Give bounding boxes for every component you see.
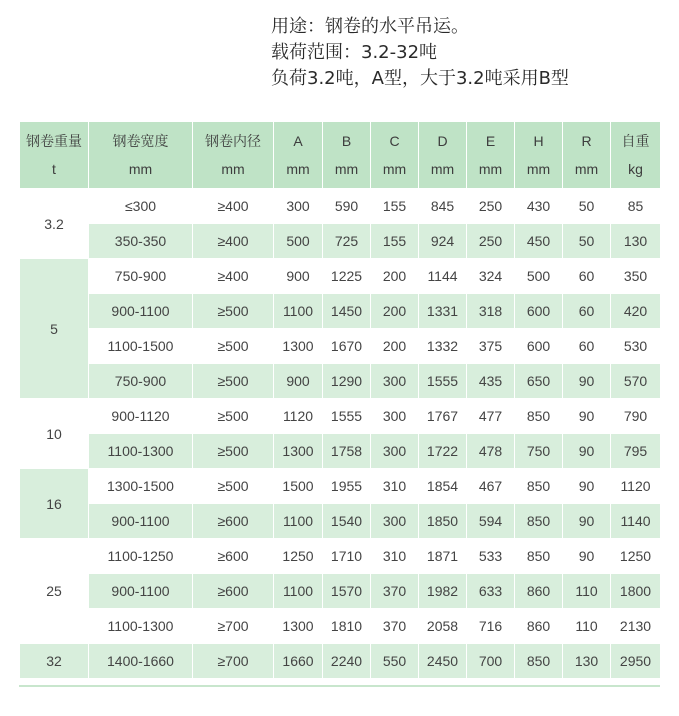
- load-cell: 32: [20, 644, 89, 679]
- table-cell: 1570: [323, 574, 371, 609]
- table-cell: 310: [371, 539, 419, 574]
- table-cell: 1800: [611, 574, 661, 609]
- table-row: [20, 469, 661, 504]
- table-cell: ≥500: [193, 434, 274, 469]
- table-cell: 370: [371, 574, 419, 609]
- column-header: [274, 122, 323, 189]
- load-cell: 10: [20, 399, 89, 469]
- header-row: [20, 122, 661, 189]
- table-cell: 1300: [274, 609, 323, 644]
- table-cell: 533: [467, 539, 515, 574]
- table-cell: 750: [515, 434, 563, 469]
- table-cell: 850: [515, 504, 563, 539]
- table-cell: 900-1120: [89, 399, 193, 434]
- table-cell: 594: [467, 504, 515, 539]
- table-row: [20, 434, 661, 469]
- table-cell: 350: [611, 259, 661, 294]
- table-cell: 85: [611, 189, 661, 224]
- table-cell: ≥500: [193, 329, 274, 364]
- table-row: [20, 399, 661, 434]
- table-cell: 850: [515, 469, 563, 504]
- table-cell: 90: [563, 469, 611, 504]
- table-cell: 1871: [419, 539, 467, 574]
- table-cell: 1120: [611, 469, 661, 504]
- table-cell: 90: [563, 539, 611, 574]
- table-cell: 300: [371, 364, 419, 399]
- table-cell: 1660: [274, 644, 323, 679]
- table-cell: 1450: [323, 294, 371, 329]
- column-header: [515, 122, 563, 189]
- column-header-unit: mm: [334, 161, 359, 177]
- table-cell: 1540: [323, 504, 371, 539]
- table-row: [20, 504, 661, 539]
- table-cell: 600: [515, 329, 563, 364]
- column-header-label: C: [389, 133, 400, 149]
- table-cell: 435: [467, 364, 515, 399]
- table-row: [20, 259, 661, 294]
- table-cell: 155: [371, 224, 419, 259]
- usage-notes: [271, 14, 569, 92]
- column-header: [371, 122, 419, 189]
- table-cell: ≥500: [193, 364, 274, 399]
- column-header-label: E: [485, 133, 496, 149]
- table-cell: 845: [419, 189, 467, 224]
- table-cell: 1500: [274, 469, 323, 504]
- column-header: [20, 122, 89, 189]
- table-cell: 570: [611, 364, 661, 399]
- table-cell: ≥600: [193, 504, 274, 539]
- load-cell: 5: [20, 259, 89, 399]
- table-cell: ≥500: [193, 399, 274, 434]
- table-cell: 600: [515, 294, 563, 329]
- table-cell: 60: [563, 294, 611, 329]
- table-cell: 650: [515, 364, 563, 399]
- table-row: [20, 329, 661, 364]
- table-cell: 1100-1250: [89, 539, 193, 574]
- column-header-label: A: [293, 133, 303, 149]
- column-header-label: D: [437, 133, 448, 149]
- table-cell: 1100: [274, 574, 323, 609]
- table-cell: 90: [563, 364, 611, 399]
- column-header: [89, 122, 193, 189]
- column-header: [563, 122, 611, 189]
- table-cell: 60: [563, 329, 611, 364]
- column-header-label: 钢卷宽度: [112, 133, 169, 149]
- table-cell: 1400-1660: [89, 644, 193, 679]
- table-cell: 900: [274, 259, 323, 294]
- column-header-label: 钢卷内径: [205, 133, 261, 149]
- column-header-label: H: [533, 133, 544, 149]
- column-header-label: R: [581, 133, 592, 149]
- table-body: [20, 189, 661, 679]
- table-cell: 1555: [419, 364, 467, 399]
- type-note-line: 负荷3.2吨，A型，大于3.2吨采用B型: [271, 68, 569, 89]
- table-cell: 860: [515, 609, 563, 644]
- table-cell: 310: [371, 469, 419, 504]
- table-cell: 590: [323, 189, 371, 224]
- table-cell: 1331: [419, 294, 467, 329]
- column-header-unit: mm: [128, 161, 153, 177]
- table-cell: 1810: [323, 609, 371, 644]
- table-cell: 725: [323, 224, 371, 259]
- table-cell: ≤300: [89, 189, 193, 224]
- table-cell: 2450: [419, 644, 467, 679]
- table-cell: 700: [467, 644, 515, 679]
- table-cell: 1100: [274, 504, 323, 539]
- table-cell: 300: [274, 189, 323, 224]
- table-cell: 900-1100: [89, 504, 193, 539]
- table-cell: 1850: [419, 504, 467, 539]
- table-cell: 1854: [419, 469, 467, 504]
- table-cell: 1100: [274, 294, 323, 329]
- column-header-unit: mm: [430, 161, 455, 177]
- load-range-line: 载荷范围：3.2-32吨: [271, 42, 438, 63]
- table-cell: 1300-1500: [89, 469, 193, 504]
- table-cell: 300: [371, 504, 419, 539]
- column-header: [419, 122, 467, 189]
- table-cell: 850: [515, 539, 563, 574]
- column-header-label: B: [341, 133, 352, 149]
- table-cell: ≥400: [193, 189, 274, 224]
- table-cell: 1670: [323, 329, 371, 364]
- table-cell: 550: [371, 644, 419, 679]
- table-cell: 1100-1300: [89, 434, 193, 469]
- table-cell: 318: [467, 294, 515, 329]
- table-cell: 130: [611, 224, 661, 259]
- table-cell: 250: [467, 224, 515, 259]
- table-cell: 110: [563, 609, 611, 644]
- table-cell: 1758: [323, 434, 371, 469]
- usage-line: 用途：钢卷的水平吊运。: [271, 16, 469, 37]
- table-cell: 300: [371, 434, 419, 469]
- table-cell: ≥600: [193, 574, 274, 609]
- table-cell: 1290: [323, 364, 371, 399]
- table-cell: ≥500: [193, 294, 274, 329]
- table-cell: 324: [467, 259, 515, 294]
- column-header-unit: mm: [382, 161, 407, 177]
- table-row: [20, 364, 661, 399]
- table-cell: 500: [515, 259, 563, 294]
- column-header: [611, 122, 661, 189]
- table-cell: 450: [515, 224, 563, 259]
- column-header: [323, 122, 371, 189]
- table-cell: 860: [515, 574, 563, 609]
- table-cell: 633: [467, 574, 515, 609]
- table-cell: 467: [467, 469, 515, 504]
- table-cell: 1250: [274, 539, 323, 574]
- column-header-label: 自重: [621, 133, 650, 149]
- table-cell: ≥700: [193, 609, 274, 644]
- table-cell: 155: [371, 189, 419, 224]
- table-cell: 478: [467, 434, 515, 469]
- table-cell: 1332: [419, 329, 467, 364]
- table-cell: 350-350: [89, 224, 193, 259]
- table-cell: ≥500: [193, 469, 274, 504]
- table-cell: 250: [467, 189, 515, 224]
- table-row: [20, 574, 661, 609]
- table-cell: 90: [563, 434, 611, 469]
- table-cell: 2058: [419, 609, 467, 644]
- table-cell: 1225: [323, 259, 371, 294]
- table-cell: 1144: [419, 259, 467, 294]
- table-cell: 900-1100: [89, 574, 193, 609]
- column-header-unit: mm: [526, 161, 551, 177]
- table-cell: ≥600: [193, 539, 274, 574]
- column-header-unit: t: [52, 161, 56, 177]
- table-cell: 200: [371, 329, 419, 364]
- column-header-unit: kg: [628, 161, 643, 177]
- table-cell: 1722: [419, 434, 467, 469]
- table-cell: 1100-1300: [89, 609, 193, 644]
- table-cell: 2240: [323, 644, 371, 679]
- table-cell: ≥700: [193, 644, 274, 679]
- table-cell: ≥400: [193, 259, 274, 294]
- table-cell: 900-1100: [89, 294, 193, 329]
- table-cell: 2130: [611, 609, 661, 644]
- table-cell: 2950: [611, 644, 661, 679]
- load-cell: 25: [20, 539, 89, 644]
- table-row: [20, 189, 661, 224]
- table-cell: 300: [371, 399, 419, 434]
- table-cell: 477: [467, 399, 515, 434]
- column-header: [467, 122, 515, 189]
- table-cell: 795: [611, 434, 661, 469]
- table-cell: 924: [419, 224, 467, 259]
- table-cell: 1140: [611, 504, 661, 539]
- table-cell: 790: [611, 399, 661, 434]
- table-row: [20, 294, 661, 329]
- table-cell: 50: [563, 189, 611, 224]
- column-header-unit: mm: [221, 161, 245, 177]
- column-header-label: 钢卷重量: [26, 133, 82, 149]
- table-cell: 130: [563, 644, 611, 679]
- table-cell: 430: [515, 189, 563, 224]
- table-cell: 1250: [611, 539, 661, 574]
- table-cell: 1710: [323, 539, 371, 574]
- table-cell: 900: [274, 364, 323, 399]
- table-row: [20, 644, 661, 679]
- table-cell: 200: [371, 259, 419, 294]
- table-cell: 110: [563, 574, 611, 609]
- table-cell: 50: [563, 224, 611, 259]
- table-cell: 1300: [274, 434, 323, 469]
- coil-lifter-spec-table: [19, 121, 661, 679]
- column-header: [193, 122, 274, 189]
- table-cell: ≥400: [193, 224, 274, 259]
- table-cell: 90: [563, 399, 611, 434]
- table-cell: 420: [611, 294, 661, 329]
- table-cell: 90: [563, 504, 611, 539]
- table-cell: 200: [371, 294, 419, 329]
- table-cell: 850: [515, 644, 563, 679]
- table-cell: 1982: [419, 574, 467, 609]
- table-cell: 375: [467, 329, 515, 364]
- table-cell: 60: [563, 259, 611, 294]
- table-cell: 370: [371, 609, 419, 644]
- table-cell: 500: [274, 224, 323, 259]
- table-cell: 750-900: [89, 259, 193, 294]
- table-cell: 1120: [274, 399, 323, 434]
- table-cell: 1767: [419, 399, 467, 434]
- table-cell: 716: [467, 609, 515, 644]
- load-cell: 16: [20, 469, 89, 539]
- table-cell: 1555: [323, 399, 371, 434]
- column-header-unit: mm: [478, 161, 503, 177]
- load-cell: 3.2: [20, 189, 89, 259]
- table-row: [20, 539, 661, 574]
- column-header-unit: mm: [286, 161, 310, 177]
- table-cell: 850: [515, 399, 563, 434]
- table-cell: 530: [611, 329, 661, 364]
- table-cell: 1100-1500: [89, 329, 193, 364]
- table-row: [20, 224, 661, 259]
- table-bottom-rule: [19, 685, 660, 687]
- table-cell: 750-900: [89, 364, 193, 399]
- table-cell: 1300: [274, 329, 323, 364]
- column-header-unit: mm: [574, 161, 599, 177]
- table-row: [20, 609, 661, 644]
- table-cell: 1955: [323, 469, 371, 504]
